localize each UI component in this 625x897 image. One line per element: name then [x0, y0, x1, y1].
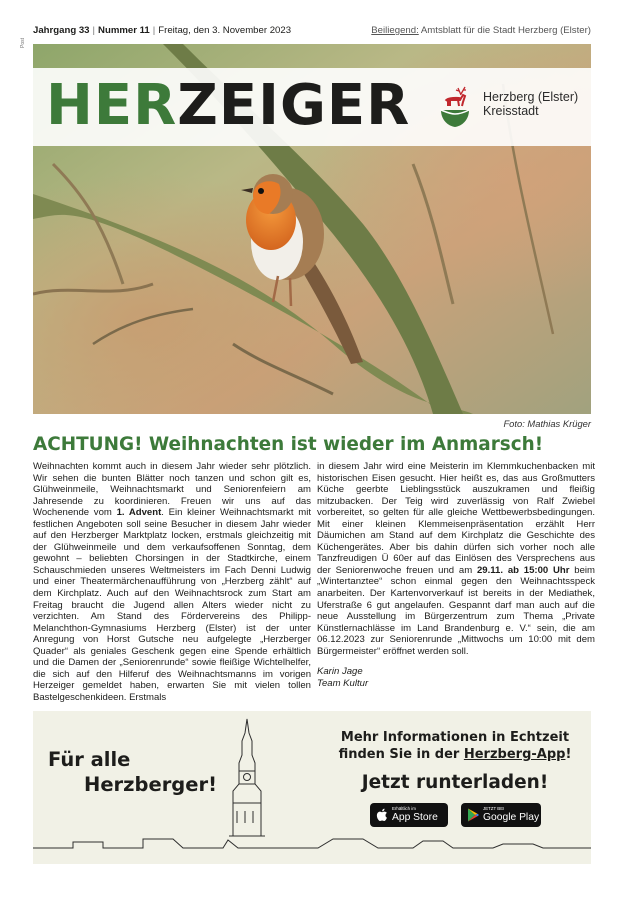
- article-paragraph: [317, 461, 595, 657]
- town-line-1: Herzberg (Elster): [483, 90, 579, 104]
- town-name: [483, 90, 578, 118]
- article-text: beim „Wintertanztee“ schon einmal gegen den Weihnachtsspeck anarbeiten. Der Kartenvorverkauf ist bereits in der Mediathek, Uferstraße 6 gut angelaufen. Gespannt darf man auch auf die neue Ausstellung im Bürgerzentrum zum Thema „Private Künstlernachlässe im Land Brandenburg e. V.“ sein, die am 06.12.2023 zur Seniorenrunde „Mittwochs um 10:00 mit dem Bürgermeister“ eröffnet werden soll.: [317, 564, 595, 657]
- town-line-2: Kreisstadt: [483, 104, 539, 118]
- ad-slogan-line-1: Für alle: [48, 748, 131, 771]
- photo-credit: Foto: Mathias Krüger: [503, 418, 591, 429]
- title-part-zeiger: ZEIGER: [177, 73, 411, 138]
- google-play-button[interactable]: [461, 803, 541, 827]
- issue-volume: Jahrgang 33: [33, 25, 90, 36]
- enclosure-text: Amtsblatt für die Stadt Herzberg (Elster): [420, 25, 591, 36]
- advent-highlight: 1. Advent: [116, 507, 162, 519]
- app-store-label: App Store: [392, 812, 438, 823]
- newspaper-title: [46, 74, 410, 138]
- enclosure-note: [371, 24, 591, 38]
- article-text: in diesem Jahr wird eine Meisterin im Klemmkuchenbacken mit historischen Eisen gesucht. Hier heißt es, das aus Großmutters Küche geerbte Lieblingsstück auszukramen und fleißig mitzubacken. Der Teig wird zuverlässig von Ralf Zwiebel vorbereitet, so gelten für alle gleiche Wettbewerbsbedingungen. Mit einer kleinen Klemmeisenpräsentation erzählt Herr Däumichen am Stand auf dem Kirchplatz die Geschichte des Küchengerätes. Aber bis dahin dürfen sich vorher noch alle Tanzfreudigen Ü 60er auf das Einlösen des Versprechens aus der Seniorenwoche freuen und am: [317, 461, 595, 576]
- ad-slogan: [48, 747, 217, 797]
- issue-bar: [33, 24, 591, 38]
- cover-photo: [33, 44, 591, 414]
- masthead: [33, 68, 591, 146]
- imprint-side-code: Post: [20, 37, 26, 48]
- app-advertisement: [33, 711, 591, 864]
- article-text: . Ein kleiner Weihnachtsmarkt mit festlichen Angeboten soll seine Besucher in diesem Jahr wieder auf den Herzberger Marktplatz locken, erstmals gleichzeitig mit der Glühweinmeile und dem verkaufsoffenen Sonntag, dem gewohnt – beliebten Chorsingen in der Stadtkirche, einem Schauschmieden unseres Weltmeisters im Fach Denni Ludwig und einer Theatermärchenaufführung von „Herzberg zählt“ auf dem Kirchplatz. Auch auf den Weihnachtsrock zum Start am Freitag braucht die Jugend allen Alters wieder nicht zu verzichten. Am Stand des Fördervereins des Philipp-Melanchthon-Gymnasiums Herzberg (Elster) ist der unter Anregung von Horst Gutsche neu aufgelegte „Herzberger Quader“ als geniales Geschenk gegen eine Spende erhältlich und die Damen der „Seniorenrunde“ sowie fleißige Wichtelhelfer, die sich auf den Hilferuf des Weihnachtsmanns im vorigen Herzeiger gemeldet haben, erwarten Sie mit vielen tollen Bastelgeschenkideen. Erstmals: [33, 507, 311, 703]
- article-column-left: [33, 461, 311, 703]
- google-play-caption: JETZT BEI: [483, 806, 505, 811]
- ad-info-text: [325, 729, 585, 763]
- enclosure-label: Beiliegend:: [371, 25, 419, 36]
- apple-icon: [375, 807, 389, 823]
- issue-info: Jahrgang 33 | Nummer 11 | Freitag, den 3. November 2023: [33, 25, 292, 36]
- ad-info-line-2: [325, 746, 585, 763]
- article-column-right: [317, 461, 595, 689]
- title-part-her: HER: [46, 73, 178, 138]
- issue-date: Freitag, den 3. November 2023: [158, 25, 292, 36]
- ad-info-suffix: !: [565, 747, 572, 762]
- ad-info-line-1: Mehr Informationen in Echtzeit: [340, 730, 570, 745]
- app-store-button[interactable]: [370, 803, 448, 827]
- article-text: Weihnachten kommt auch in diesem Jahr wieder sehr plötzlich. Wir sehen die bunten Blätter noch tanzen und schon gilt es, Glühweinmeile, Weihnachtsmarkt und Seniorenfeiern am Jahresende zu koordinieren. Freuen wir uns auf das Wochenende vom: [33, 461, 311, 519]
- issue-number: Nummer 11: [98, 25, 150, 36]
- ad-info-prefix: finden Sie in der: [338, 747, 464, 762]
- article-signature: [317, 666, 595, 689]
- article-headline: ACHTUNG! Weihnachten ist wieder im Anmarsch!: [33, 434, 544, 455]
- tanztee-date-highlight: 29.11. ab 15:00 Uhr: [476, 564, 570, 576]
- town-crest-icon: [438, 84, 472, 128]
- google-play-icon: [466, 807, 480, 823]
- author-name: Karin Jage: [317, 666, 363, 678]
- google-play-label: Google Play: [483, 812, 540, 823]
- article-paragraph: [33, 461, 311, 703]
- author-team: Team Kultur: [317, 677, 369, 689]
- download-call-to-action: Jetzt runterladen!: [361, 772, 549, 793]
- herzberg-app-link[interactable]: Herzberg-App: [463, 747, 566, 762]
- app-store-caption: Erhältlich im: [392, 806, 416, 811]
- ad-slogan-line-2: Herzberger!: [84, 773, 218, 796]
